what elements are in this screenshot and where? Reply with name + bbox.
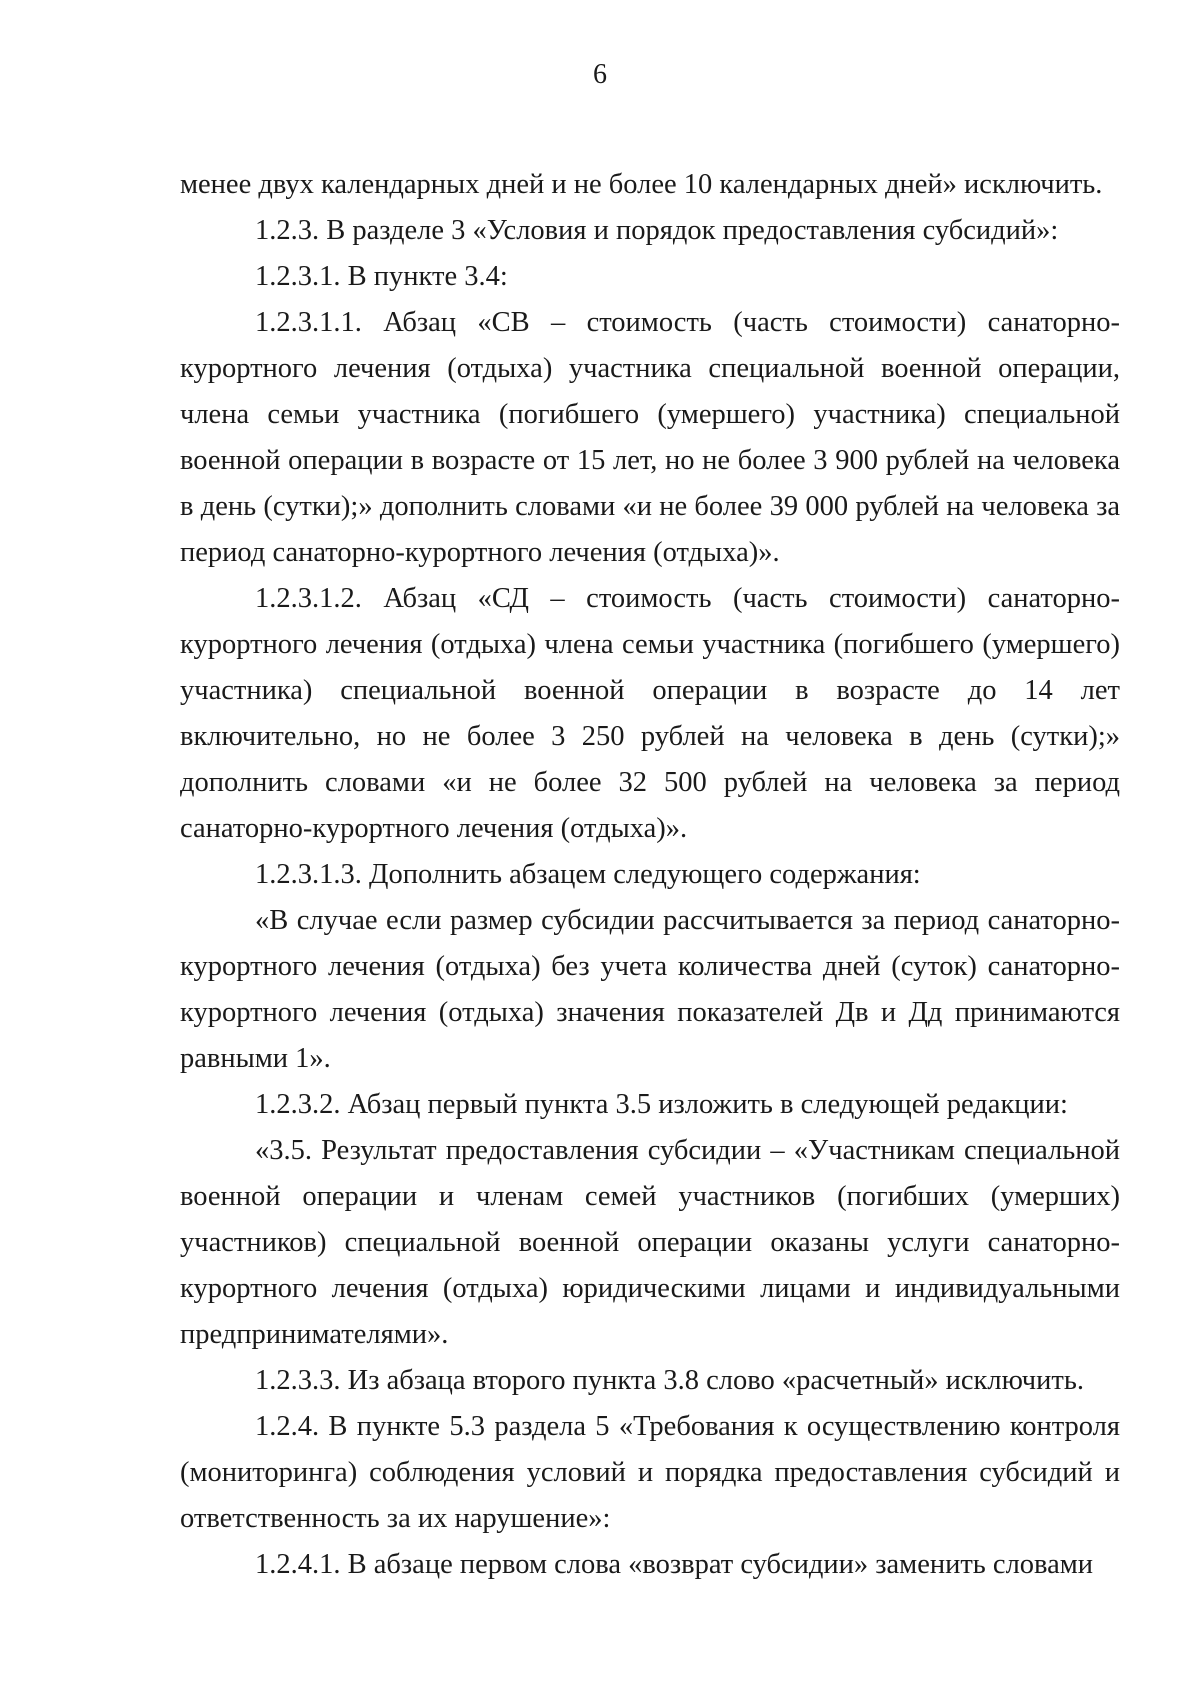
document-body <box>180 162 1120 1588</box>
paragraph: 1.2.3.1.2. Абзац «СД – стоимость (часть стоимости) санаторно-курортного лечения (отдыха) члена семьи участника (погибшего (умершего) участника) специальной военной операции в возрасте до 14 лет включительно, но не более 3 250 рублей на человека в день (сутки);» дополнить словами «и не более 32 500 рублей на человека за период санаторно-курортного лечения (отдыха)». <box>180 583 1120 844</box>
paragraph: «В случае если размер субсидии рассчитывается за период санаторно-курортного лечения (отдыха) без учета количества дней (суток) санаторно-курортного лечения (отдыха) значения показателей Дв и Дд принимаются равными 1». <box>180 905 1120 1074</box>
paragraph: менее двух календарных дней и не более 10 календарных дней» исключить. <box>180 169 1103 200</box>
paragraph: 1.2.3.1.1. Абзац «СВ – стоимость (часть стоимости) санаторно-курортного лечения (отдыха) участника специальной военной операции, члена семьи участника (погибшего (умершего) участника) специальной военной операции в возрасте от 15 лет, но не более 3 900 рублей на человека в день (сутки);» дополнить словами «и не более 39 000 рублей на человека за период санаторно-курортного лечения (отдыха)». <box>180 307 1120 568</box>
paragraph: 1.2.4. В пункте 5.3 раздела 5 «Требования к осуществлению контроля (мониторинга) соблюдения условий и порядка предоставления субсидий и ответственность за их нарушение»: <box>180 1411 1120 1534</box>
paragraph: 1.2.3.2. Абзац первый пункта 3.5 изложить в следующей редакции: <box>255 1089 1068 1120</box>
paragraph: 1.2.3. В разделе 3 «Условия и порядок предоставления субсидий»: <box>255 215 1059 246</box>
paragraph: 1.2.3.1. В пункте 3.4: <box>255 261 508 292</box>
paragraph: 1.2.3.3. Из абзаца второго пункта 3.8 слово «расчетный» исключить. <box>255 1365 1084 1396</box>
paragraph: 1.2.3.1.3. Дополнить абзацем следующего содержания: <box>255 859 921 890</box>
page-number: 6 <box>593 59 607 90</box>
paragraph: 1.2.4.1. В абзаце первом слова «возврат субсидии» заменить словами <box>255 1549 1094 1580</box>
paragraph: «3.5. Результат предоставления субсидии – «Участникам специальной военной операции и членам семей участников (погибших (умерших) участников) специальной военной операции оказаны услуги санаторно-курортного лечения (отдыха) юридическими лицами и индивидуальными предпринимателями». <box>180 1135 1120 1350</box>
